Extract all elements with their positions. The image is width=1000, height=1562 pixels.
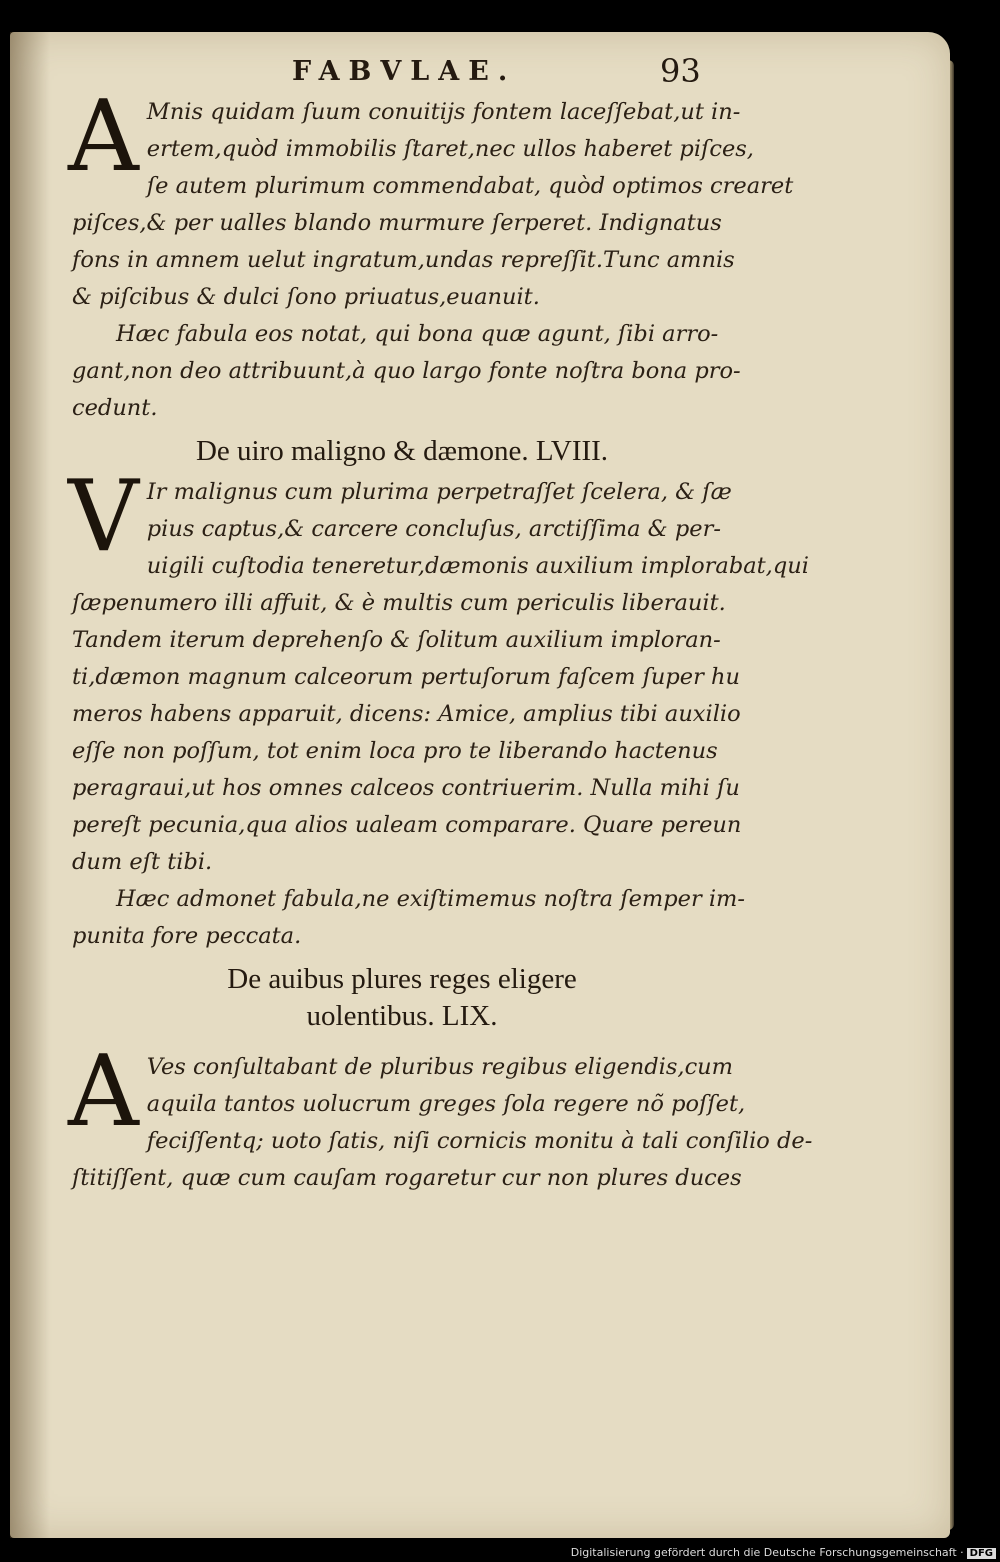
heading-line: uolentibus. LIX. — [306, 1000, 498, 1032]
text-line: Ir malignus cum plurima perpetraſſet ſcelera, & ſæ — [146, 479, 732, 505]
fable-57-moral — [72, 316, 741, 427]
page-gutter-shadow — [10, 32, 50, 1538]
text-line: ſtitiſſent, quæ cum cauſam rogaretur cur non plures duces — [72, 1165, 742, 1191]
moral-line: cedunt. — [72, 395, 158, 421]
moral-line: gant,non deo attribuunt,à quo largo fonte noſtra bona pro- — [72, 358, 741, 384]
page-header — [72, 48, 732, 94]
fable-59-heading — [72, 961, 732, 1035]
moral-line: Hæc fabula eos notat, qui bona quæ agunt, ſibi arro- — [116, 321, 719, 347]
dfg-logo: DFG — [967, 1548, 996, 1559]
running-head: FABVLAE. — [292, 56, 517, 87]
text-line: & piſcibus & dulci ſono priuatus,euanuit. — [72, 284, 540, 310]
text-line: ertem,quòd immobilis ſtaret,nec ullos haberet piſces, — [146, 136, 754, 162]
text-line: fons in amnem uelut ingratum,undas repreſſit.Tunc amnis — [72, 247, 735, 273]
text-line: ſæpenumero illi affuit, & è multis cum periculis liberauit. — [72, 590, 726, 616]
text-line: Mnis quidam ſuum conuitijs fontem laceſſebat,ut in- — [146, 99, 741, 125]
fable-57-body — [68, 80, 794, 316]
fable-59-body — [68, 1035, 813, 1197]
text-block — [68, 48, 813, 1197]
moral-line: punita fore peccata. — [72, 923, 302, 949]
heading-line: De uiro maligno & dæmone. LVIII. — [195, 435, 609, 467]
text-line: peragraui,ut hos omnes calceos contriuerim. Nulla mihi ſu — [72, 775, 740, 801]
text-line: pius captus,& carcere concluſus, arctiſſima & per- — [146, 516, 721, 542]
drop-capital: V — [68, 460, 139, 574]
text-line: ſe autem plurimum commendabat, quòd optimos crearet — [146, 173, 794, 199]
text-line: uigili cuſtodia teneretur,dæmonis auxilium implorabat,qui — [146, 553, 809, 579]
credit-text: Digitalisierung gefördert durch die Deutsche Forschungsgemeinschaft · — [570, 1546, 964, 1559]
drop-capital: A — [68, 1035, 139, 1149]
text-line: Tandem iterum deprehenſo & ſolitum auxilium imploran- — [72, 627, 721, 653]
fable-58-moral — [72, 881, 745, 955]
fable-58-heading — [72, 433, 732, 470]
drop-capital: A — [68, 80, 139, 194]
text-line: piſces,& per ualles blando murmure ſerperet. Indignatus — [72, 210, 722, 236]
text-line: aquila tantos uolucrum greges ſola regere nõ poſſet, — [146, 1091, 746, 1117]
text-line: dum eſt tibi. — [72, 849, 213, 875]
heading-line: De auibus plures reges eligere — [227, 963, 577, 995]
text-line: eſſe non poſſum, tot enim loca pro te liberando hactenus — [72, 738, 718, 764]
text-line: feciſſentq; uoto ſatis, niſi cornicis monitu à tali conſilio de- — [146, 1128, 813, 1154]
moral-line: Hæc admonet fabula,ne exiſtimemus noſtra ſemper im- — [116, 886, 745, 912]
text-line: meros habens apparuit, dicens: Amice, amplius tibi auxilio — [72, 701, 741, 727]
page-number: 93 — [660, 52, 701, 90]
text-line: ti,dæmon magnum calceorum pertuſorum faſcem ſuper hu — [72, 664, 741, 690]
digitization-credit — [569, 1545, 998, 1560]
text-line: Ves conſultabant de pluribus regibus eligendis,cum — [146, 1054, 734, 1080]
fable-58-body — [68, 460, 809, 881]
text-line: pereſt pecunia,qua alios ualeam comparare. Quare pereun — [72, 812, 742, 838]
